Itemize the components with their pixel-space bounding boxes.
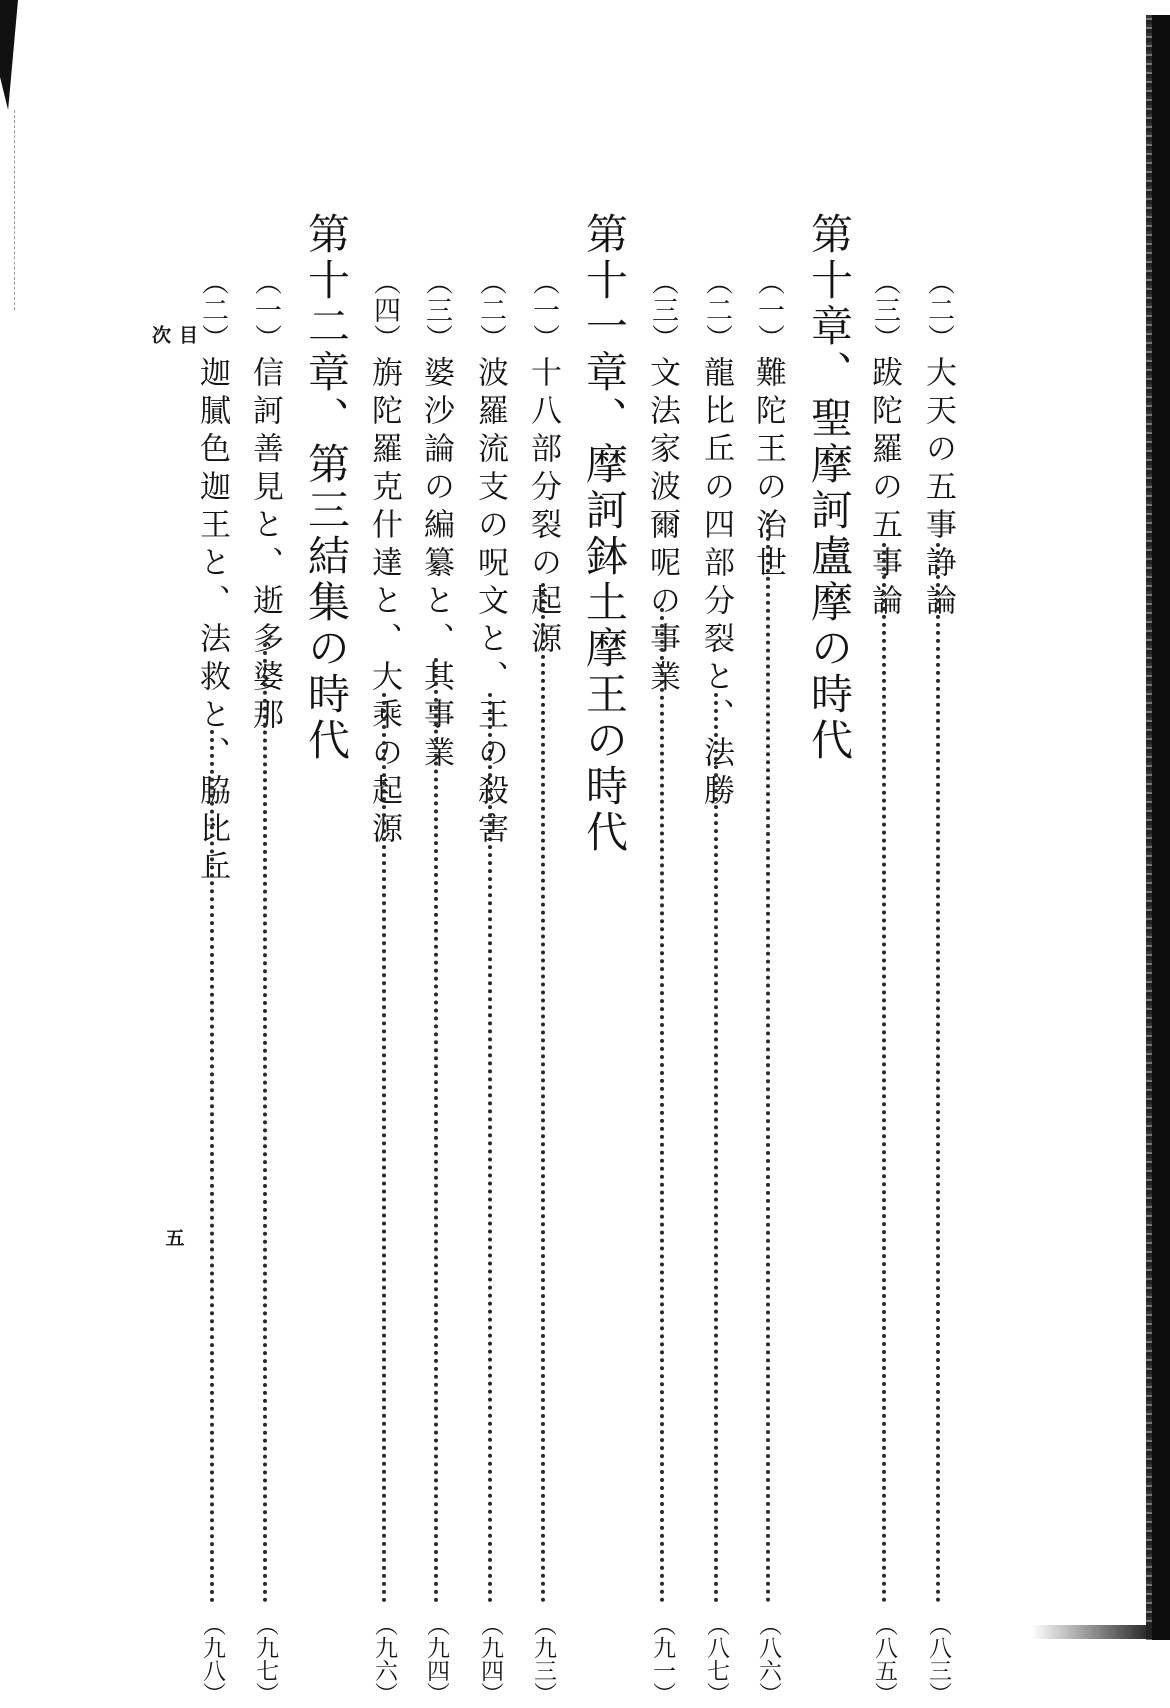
entry-title: 文法家波爾呢の事業 [644,356,680,698]
entry-page-number: （八七） [703,1613,729,1705]
running-head: 目次 [149,325,198,484]
entry-page-number: （九四） [477,1613,503,1705]
entry-page-number: （八三） [925,1613,951,1705]
chapter-title: 第十一章、摩訶鉢土摩王の時代 [580,212,629,856]
chapter-heading[interactable] [800,212,858,764]
toc-entry[interactable] [640,268,684,1705]
toc-entry[interactable] [243,268,287,1705]
entry-page-number: （九一） [649,1613,675,1705]
entry-number: （二） [701,268,732,352]
dot-leader [382,693,386,1603]
dot-leader [714,693,718,1603]
entry-title: 大天の五事諍論 [920,356,956,622]
entry-page-number: （九八） [199,1613,225,1705]
entry-number: （一） [528,268,559,352]
chapter-heading[interactable] [575,212,633,856]
entry-page-number: （九六） [371,1613,397,1705]
entry-page-number: （八五） [871,1613,897,1705]
entry-title: 難陀王の治世 [750,356,786,584]
toc-entry[interactable] [362,268,406,1705]
dot-leader [488,693,492,1603]
toc-entry[interactable] [694,268,738,1705]
entry-title: 波羅流支の呪文と、王の殺害 [472,356,508,850]
entry-title: 龍比丘の四部分裂と、法勝 [698,356,734,812]
entry-page-number: （九三） [530,1613,556,1705]
entry-number: （二） [197,268,228,352]
entry-number: （二） [475,268,506,352]
toc-entry[interactable] [916,268,960,1705]
toc-entry[interactable] [521,268,565,1705]
dot-leader [766,513,770,1603]
entry-title: 十八部分裂の起源 [525,356,561,660]
entry-number: （四） [369,268,400,352]
entry-title: 信訶善見と、逝多婆那 [247,356,283,736]
entry-title: 旃陀羅克什達と、大乘の起源 [366,356,402,850]
entry-page-number: （九七） [252,1613,278,1705]
entry-page-number: （九四） [423,1613,449,1705]
entry-number: （三） [647,268,678,352]
entry-number: （一） [753,268,784,352]
dot-leader [936,543,940,1603]
entry-number: （三） [869,268,900,352]
entry-page-number: （八六） [755,1613,781,1705]
dot-leader [541,583,545,1603]
toc-entry[interactable] [862,268,906,1705]
folio-page-number: 五 [162,1227,185,1247]
chapter-title: 第十章、聖摩訶盧摩の時代 [805,212,854,764]
entry-number: （二） [923,268,954,352]
dot-leader [434,658,438,1603]
toc-entry[interactable] [414,268,458,1705]
entry-number: （三） [421,268,452,352]
chapter-heading[interactable] [297,212,355,764]
entry-title: 婆沙論の編纂と、其事業 [418,356,454,774]
dot-leader [210,730,214,1603]
toc-entry[interactable] [468,268,512,1705]
dot-leader [882,543,886,1603]
toc-entry[interactable] [746,268,790,1705]
dot-leader [660,608,664,1603]
entry-number: （一） [250,268,281,352]
entry-title: 跋陀羅の五事論 [866,356,902,622]
dot-leader [263,643,267,1603]
entry-title: 迦膩色迦王と、法救と、脇比丘 [194,356,230,888]
chapter-title: 第十二章、第三結集の時代 [302,212,351,764]
